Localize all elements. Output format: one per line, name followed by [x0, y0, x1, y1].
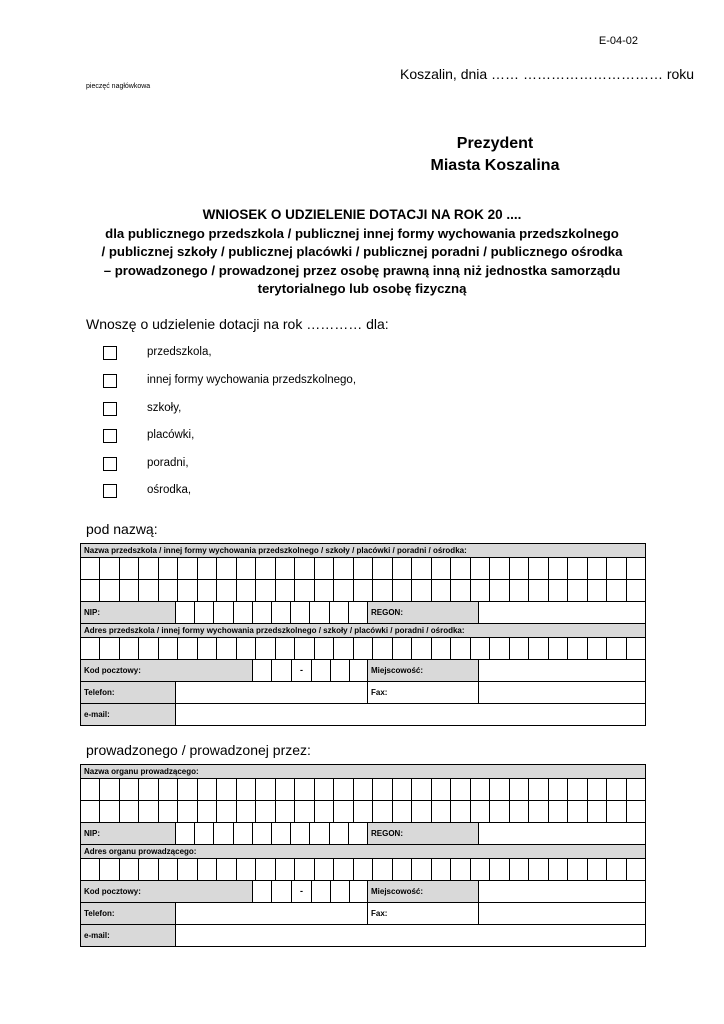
char-cell[interactable] [120, 801, 139, 822]
city-field[interactable] [478, 660, 645, 681]
char-cell[interactable] [295, 859, 314, 880]
address-cells-row[interactable] [81, 859, 645, 881]
char-cell[interactable] [81, 801, 100, 822]
char-cell[interactable] [139, 638, 158, 659]
char-cell[interactable] [568, 580, 587, 601]
char-cell[interactable] [510, 801, 529, 822]
regon-label: REGON: [367, 823, 478, 844]
checkbox[interactable] [103, 346, 117, 360]
char-cell[interactable] [354, 801, 373, 822]
char-cell[interactable] [510, 779, 529, 800]
nip-cell[interactable] [291, 602, 310, 623]
char-cell[interactable] [471, 779, 490, 800]
postal-cell[interactable] [311, 660, 330, 681]
char-cell[interactable] [549, 638, 568, 659]
char-cell[interactable] [217, 859, 236, 880]
phone-field[interactable] [175, 682, 367, 703]
char-cell[interactable] [295, 580, 314, 601]
char-cell[interactable] [295, 779, 314, 800]
regon-field[interactable] [478, 823, 645, 844]
char-cell[interactable] [120, 638, 139, 659]
name-cells-row[interactable] [81, 801, 645, 823]
checkbox[interactable] [103, 429, 117, 443]
char-cell[interactable] [432, 580, 451, 601]
char-cell[interactable] [334, 801, 353, 822]
char-cell[interactable] [568, 859, 587, 880]
option-label: poradni, [147, 457, 189, 469]
name-cells-row[interactable] [81, 558, 645, 580]
nip-cell[interactable] [234, 602, 253, 623]
nip-cell[interactable] [253, 823, 272, 844]
char-cell[interactable] [510, 580, 529, 601]
nip-cells[interactable] [175, 602, 367, 623]
form-code: E-04-02 [598, 35, 638, 47]
section1-heading: pod nazwą: [86, 521, 158, 537]
addressee [417, 133, 573, 177]
char-cell[interactable] [373, 801, 392, 822]
char-cell[interactable] [549, 801, 568, 822]
char-cell[interactable] [315, 779, 334, 800]
char-cell[interactable] [217, 779, 236, 800]
char-cell[interactable] [159, 801, 178, 822]
char-cell[interactable] [256, 558, 275, 579]
char-cell[interactable] [276, 580, 295, 601]
char-cell[interactable] [627, 558, 645, 579]
char-cell[interactable] [354, 580, 373, 601]
nip-cell[interactable] [176, 823, 195, 844]
char-cell[interactable] [588, 558, 607, 579]
nip-regon-row [81, 602, 645, 624]
char-cell[interactable] [373, 580, 392, 601]
char-cell[interactable] [315, 801, 334, 822]
char-cell[interactable] [588, 801, 607, 822]
char-cell[interactable] [120, 558, 139, 579]
char-cell[interactable] [568, 801, 587, 822]
char-cell[interactable] [100, 580, 119, 601]
char-cell[interactable] [471, 558, 490, 579]
char-cell[interactable] [198, 558, 217, 579]
address-label: Adres organu prowadzącego: [81, 845, 645, 859]
char-cell[interactable] [198, 801, 217, 822]
nip-label: NIP: [81, 602, 175, 623]
char-cell[interactable] [393, 558, 412, 579]
nip-cell[interactable] [310, 823, 329, 844]
char-cell[interactable] [373, 859, 392, 880]
char-cell[interactable] [607, 638, 626, 659]
char-cell[interactable] [510, 558, 529, 579]
nip-label: NIP: [81, 823, 175, 844]
char-cell[interactable] [490, 580, 509, 601]
email-row [81, 704, 645, 726]
regon-field[interactable] [478, 602, 645, 623]
char-cell[interactable] [510, 859, 529, 880]
char-cell[interactable] [237, 558, 256, 579]
char-cell[interactable] [256, 801, 275, 822]
city-label: Miejscowość: [367, 660, 478, 681]
char-cell[interactable] [568, 558, 587, 579]
char-cell[interactable] [295, 558, 314, 579]
char-cell[interactable] [588, 779, 607, 800]
char-cell[interactable] [529, 580, 548, 601]
char-cell[interactable] [412, 859, 431, 880]
operator-form [80, 764, 646, 947]
fax-label: Fax: [367, 903, 478, 924]
char-cell[interactable] [549, 580, 568, 601]
char-cell[interactable] [276, 638, 295, 659]
phone-fax-row [81, 682, 645, 704]
char-cell[interactable] [432, 638, 451, 659]
stamp-label: pieczęć nagłówkowa [86, 83, 151, 90]
char-cell[interactable] [178, 779, 197, 800]
char-cell[interactable] [178, 801, 197, 822]
char-cell[interactable] [393, 580, 412, 601]
char-cell[interactable] [178, 859, 197, 880]
char-cell[interactable] [159, 779, 178, 800]
char-cell[interactable] [256, 638, 275, 659]
nip-cell[interactable] [234, 823, 253, 844]
char-cell[interactable] [529, 801, 548, 822]
option-label: innej formy wychowania przedszkolnego, [147, 374, 357, 386]
char-cell[interactable] [607, 558, 626, 579]
char-cell[interactable] [451, 801, 470, 822]
char-cell[interactable] [627, 638, 645, 659]
char-cell[interactable] [100, 558, 119, 579]
nip-cell[interactable] [195, 823, 214, 844]
char-cell[interactable] [198, 638, 217, 659]
checkbox[interactable] [103, 457, 117, 471]
char-cell[interactable] [139, 558, 158, 579]
nip-regon-row [81, 823, 645, 845]
char-cell[interactable] [276, 801, 295, 822]
char-cell[interactable] [432, 801, 451, 822]
char-cell[interactable] [237, 801, 256, 822]
char-cell[interactable] [100, 779, 119, 800]
regon-label: REGON: [367, 602, 478, 623]
address-cells-row[interactable] [81, 638, 645, 660]
email-row [81, 925, 645, 947]
phone-fax-row [81, 903, 645, 925]
title-line: WNIOSEK O UDZIELENIE DOTACJI NA ROK 20 .... [202, 207, 522, 222]
char-cell[interactable] [354, 558, 373, 579]
char-cell[interactable] [237, 580, 256, 601]
title-line: – prowadzonego / prowadzonej przez osobę prawną inną niż jednostka samorządu [103, 262, 621, 278]
char-cell[interactable] [354, 859, 373, 880]
char-cell[interactable] [627, 580, 645, 601]
char-cell[interactable] [217, 580, 236, 601]
city-field[interactable] [478, 881, 645, 902]
char-cell[interactable] [607, 801, 626, 822]
institution-form [80, 543, 646, 726]
char-cell[interactable] [412, 638, 431, 659]
char-cell[interactable] [237, 638, 256, 659]
char-cell[interactable] [451, 558, 470, 579]
postal-cell[interactable] [271, 881, 291, 902]
char-cell[interactable] [315, 638, 334, 659]
request-text: Wnoszę o udzielenie dotacji na rok ………… dla: [86, 316, 389, 332]
char-cell[interactable] [588, 859, 607, 880]
fax-label: Fax: [367, 682, 478, 703]
char-cell[interactable] [373, 558, 392, 579]
postal-cell[interactable] [330, 881, 349, 902]
checkbox[interactable] [103, 484, 117, 498]
postal-cell[interactable] [330, 660, 349, 681]
name-cells-row[interactable] [81, 580, 645, 602]
postal-dash: - [291, 881, 311, 902]
postal-cell[interactable] [252, 881, 271, 902]
char-cell[interactable] [81, 859, 100, 880]
char-cell[interactable] [627, 779, 645, 800]
postal-cell[interactable] [349, 881, 367, 902]
char-cell[interactable] [159, 859, 178, 880]
char-cell[interactable] [373, 638, 392, 659]
char-cell[interactable] [81, 638, 100, 659]
char-cell[interactable] [393, 638, 412, 659]
postal-city-row [81, 660, 645, 682]
phone-field[interactable] [175, 903, 367, 924]
char-cell[interactable] [412, 779, 431, 800]
name-cells-row[interactable] [81, 779, 645, 801]
char-cell[interactable] [393, 801, 412, 822]
char-cell[interactable] [334, 558, 353, 579]
postal-cell[interactable] [311, 881, 330, 902]
section2-heading: prowadzonego / prowadzonej przez: [86, 742, 311, 758]
char-cell[interactable] [159, 638, 178, 659]
char-cell[interactable] [120, 580, 139, 601]
char-cell[interactable] [588, 638, 607, 659]
char-cell[interactable] [276, 779, 295, 800]
char-cell[interactable] [451, 779, 470, 800]
postal-cell[interactable] [271, 660, 291, 681]
postal-dash: - [291, 660, 311, 681]
checkbox[interactable] [103, 402, 117, 416]
address-label: Adres przedszkola / innej formy wychowania przedszkolnego / szkoły / placówki / poradni / ośrodka: [81, 624, 645, 638]
char-cell[interactable] [159, 558, 178, 579]
char-cell[interactable] [471, 801, 490, 822]
phone-label: Telefon: [81, 903, 175, 924]
char-cell[interactable] [490, 859, 509, 880]
char-cell[interactable] [120, 859, 139, 880]
char-cell[interactable] [120, 779, 139, 800]
char-cell[interactable] [393, 779, 412, 800]
document-title [60, 206, 664, 299]
char-cell[interactable] [334, 859, 353, 880]
char-cell[interactable] [237, 779, 256, 800]
name-label: Nazwa przedszkola / innej formy wychowania przedszkolnego / szkoły / placówki / poradni / ośrodka: [81, 544, 645, 558]
phone-label: Telefon: [81, 682, 175, 703]
char-cell[interactable] [607, 859, 626, 880]
email-field[interactable] [175, 925, 645, 946]
nip-cells[interactable] [175, 823, 367, 844]
nip-cell[interactable] [330, 602, 349, 623]
char-cell[interactable] [568, 779, 587, 800]
char-cell[interactable] [315, 558, 334, 579]
char-cell[interactable] [529, 558, 548, 579]
char-cell[interactable] [490, 638, 509, 659]
char-cell[interactable] [178, 580, 197, 601]
char-cell[interactable] [178, 638, 197, 659]
char-cell[interactable] [627, 801, 645, 822]
nip-cell[interactable] [349, 823, 367, 844]
char-cell[interactable] [198, 779, 217, 800]
name-label: Nazwa organu prowadzącego: [81, 765, 645, 779]
char-cell[interactable] [490, 558, 509, 579]
option-label: placówki, [147, 429, 195, 441]
char-cell[interactable] [178, 558, 197, 579]
char-cell[interactable] [549, 859, 568, 880]
char-cell[interactable] [100, 638, 119, 659]
char-cell[interactable] [490, 779, 509, 800]
char-cell[interactable] [198, 859, 217, 880]
char-cell[interactable] [451, 638, 470, 659]
char-cell[interactable] [471, 638, 490, 659]
option-label: przedszkola, [147, 346, 212, 358]
char-cell[interactable] [412, 801, 431, 822]
char-cell[interactable] [568, 638, 587, 659]
nip-cell[interactable] [272, 823, 291, 844]
char-cell[interactable] [607, 580, 626, 601]
city-label: Miejscowość: [367, 881, 478, 902]
postal-cell[interactable] [349, 660, 367, 681]
char-cell[interactable] [432, 779, 451, 800]
char-cell[interactable] [529, 779, 548, 800]
char-cell[interactable] [529, 638, 548, 659]
nip-cell[interactable] [349, 602, 367, 623]
char-cell[interactable] [451, 859, 470, 880]
char-cell[interactable] [276, 558, 295, 579]
char-cell[interactable] [237, 859, 256, 880]
char-cell[interactable] [549, 558, 568, 579]
addressee-line1: Prezydent [456, 135, 534, 152]
char-cell[interactable] [81, 558, 100, 579]
char-cell[interactable] [100, 801, 119, 822]
option-label: szkoły, [147, 402, 182, 414]
postal-label: Kod pocztowy: [81, 881, 252, 902]
checkbox[interactable] [103, 374, 117, 388]
place-date-line: Koszalin, dnia …… ………………………… roku [400, 66, 695, 82]
char-cell[interactable] [315, 859, 334, 880]
option-label: ośrodka, [147, 484, 192, 496]
char-cell[interactable] [217, 801, 236, 822]
postal-city-row [81, 881, 645, 903]
char-cell[interactable] [217, 638, 236, 659]
char-cell[interactable] [276, 859, 295, 880]
fax-field[interactable] [478, 903, 645, 924]
char-cell[interactable] [256, 580, 275, 601]
char-cell[interactable] [139, 580, 158, 601]
char-cell[interactable] [334, 779, 353, 800]
title-line: terytorialnego lub osobę fizyczną [257, 281, 467, 296]
char-cell[interactable] [139, 779, 158, 800]
char-cell[interactable] [607, 779, 626, 800]
char-cell[interactable] [354, 638, 373, 659]
char-cell[interactable] [295, 638, 314, 659]
nip-cell[interactable] [176, 602, 195, 623]
char-cell[interactable] [256, 859, 275, 880]
char-cell[interactable] [588, 580, 607, 601]
nip-cell[interactable] [272, 602, 291, 623]
char-cell[interactable] [412, 558, 431, 579]
char-cell[interactable] [354, 779, 373, 800]
char-cell[interactable] [334, 638, 353, 659]
char-cell[interactable] [432, 859, 451, 880]
char-cell[interactable] [81, 580, 100, 601]
postal-cell[interactable] [252, 660, 271, 681]
char-cell[interactable] [373, 779, 392, 800]
nip-cell[interactable] [214, 602, 233, 623]
char-cell[interactable] [256, 779, 275, 800]
char-cell[interactable] [334, 580, 353, 601]
addressee-line2: Miasta Koszalina [430, 157, 560, 174]
email-label: e-mail: [81, 925, 175, 946]
email-label: e-mail: [81, 704, 175, 725]
email-field[interactable] [175, 704, 645, 725]
char-cell[interactable] [471, 859, 490, 880]
char-cell[interactable] [139, 859, 158, 880]
title-line: / publicznej szkoły / publicznej placówki / publicznej poradni / publicznego ośrodka [101, 244, 623, 259]
char-cell[interactable] [451, 580, 470, 601]
char-cell[interactable] [198, 580, 217, 601]
char-cell[interactable] [412, 580, 431, 601]
char-cell[interactable] [217, 558, 236, 579]
char-cell[interactable] [549, 779, 568, 800]
char-cell[interactable] [100, 859, 119, 880]
char-cell[interactable] [81, 779, 100, 800]
char-cell[interactable] [471, 580, 490, 601]
nip-cell[interactable] [310, 602, 329, 623]
nip-cell[interactable] [214, 823, 233, 844]
char-cell[interactable] [159, 580, 178, 601]
char-cell[interactable] [432, 558, 451, 579]
postal-label: Kod pocztowy: [81, 660, 252, 681]
nip-cell[interactable] [330, 823, 349, 844]
nip-cell[interactable] [195, 602, 214, 623]
char-cell[interactable] [510, 638, 529, 659]
char-cell[interactable] [139, 801, 158, 822]
title-line: dla publicznego przedszkola / publicznej innej formy wychowania przedszkolnego [105, 225, 619, 241]
char-cell[interactable] [315, 580, 334, 601]
char-cell[interactable] [627, 859, 645, 880]
char-cell[interactable] [490, 801, 509, 822]
nip-cell[interactable] [253, 602, 272, 623]
char-cell[interactable] [529, 859, 548, 880]
char-cell[interactable] [393, 859, 412, 880]
char-cell[interactable] [295, 801, 314, 822]
fax-field[interactable] [478, 682, 645, 703]
nip-cell[interactable] [291, 823, 310, 844]
